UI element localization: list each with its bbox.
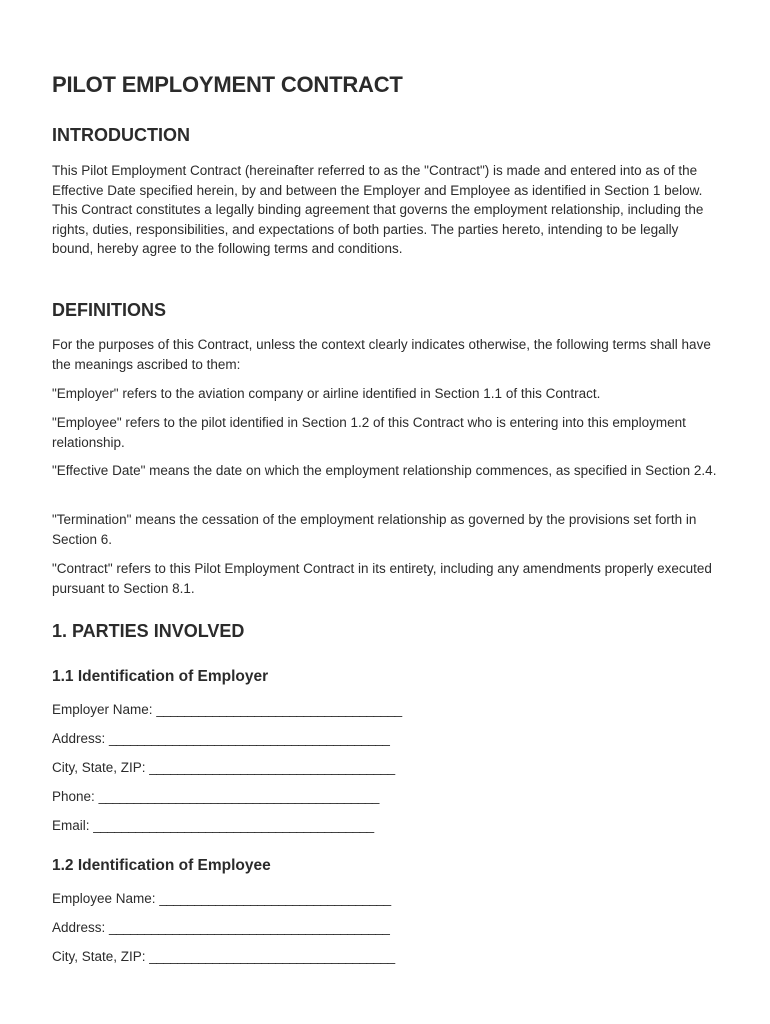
parties-heading: 1. PARTIES INVOLVED	[52, 621, 245, 641]
employee-name-field[interactable]	[52, 889, 391, 908]
fill-in-line[interactable]: ________________________________________	[98, 789, 379, 804]
definition-contract: "Contract" refers to this Pilot Employment Contract in its entirety, including any amendments properly executed pursuant to Section 8.1.	[52, 561, 712, 596]
definitions-heading: DEFINITIONS	[52, 300, 167, 320]
employee-city-state-zip-field[interactable]	[52, 947, 395, 966]
fill-in-line[interactable]: _________________________________	[159, 891, 391, 906]
definition-effective-date: "Effective Date" means the date on which the employment relationship commences, as specified in Section 2.4.	[52, 463, 717, 478]
field-label: Employee Name:	[52, 891, 156, 906]
field-label: City, State, ZIP:	[52, 760, 146, 775]
document-title: PILOT EMPLOYMENT CONTRACT	[52, 72, 403, 97]
fill-in-line[interactable]: ___________________________________	[156, 702, 402, 717]
employer-phone-field[interactable]	[52, 787, 379, 806]
field-label: Address:	[52, 731, 106, 746]
employer-city-state-zip-field[interactable]	[52, 758, 395, 777]
employee-identification-heading: 1.2 Identification of Employee	[52, 857, 271, 874]
field-label: Employer Name:	[52, 702, 153, 717]
definition-employee: "Employee" refers to the pilot identified in Section 1.2 of this Contract who is entering into this employment relationship.	[52, 415, 686, 450]
introduction-paragraph: This Pilot Employment Contract (hereinafter referred to as the "Contract") is made and entered into as of the Effective Date specified herein, by and between the Employer and Employee as identified in Section 1 below. This Contract constitutes a legally binding agreement that governs the employment relationship, including the rights, duties, responsibilities, and expectations of both parties. The parties hereto, intending to be legally bound, hereby agree to the following terms and conditions.	[52, 163, 704, 256]
fill-in-line[interactable]: ________________________________________	[109, 920, 390, 935]
employer-address-field[interactable]	[52, 729, 389, 748]
introduction-heading: INTRODUCTION	[52, 125, 190, 145]
definition-employer: "Employer" refers to the aviation company or airline identified in Section 1.1 of this Contract.	[52, 386, 601, 401]
field-label: City, State, ZIP:	[52, 949, 146, 964]
employer-identification-heading: 1.1 Identification of Employer	[52, 668, 269, 685]
field-label: Email:	[52, 818, 90, 833]
employer-name-field[interactable]	[52, 700, 402, 719]
definition-termination: "Termination" means the cessation of the employment relationship as governed by the provisions set forth in Section 6.	[52, 512, 697, 547]
fill-in-line[interactable]: ________________________________________	[93, 818, 374, 833]
field-label: Phone:	[52, 789, 95, 804]
employee-address-field[interactable]	[52, 918, 389, 937]
definitions-intro: For the purposes of this Contract, unless the context clearly indicates otherwise, the following terms shall have the meanings ascribed to them:	[52, 337, 711, 372]
fill-in-line[interactable]: ___________________________________	[149, 949, 395, 964]
fill-in-line[interactable]: ________________________________________	[109, 731, 390, 746]
fill-in-line[interactable]: ___________________________________	[149, 760, 395, 775]
field-label: Address:	[52, 920, 106, 935]
employer-email-field[interactable]	[52, 816, 374, 835]
